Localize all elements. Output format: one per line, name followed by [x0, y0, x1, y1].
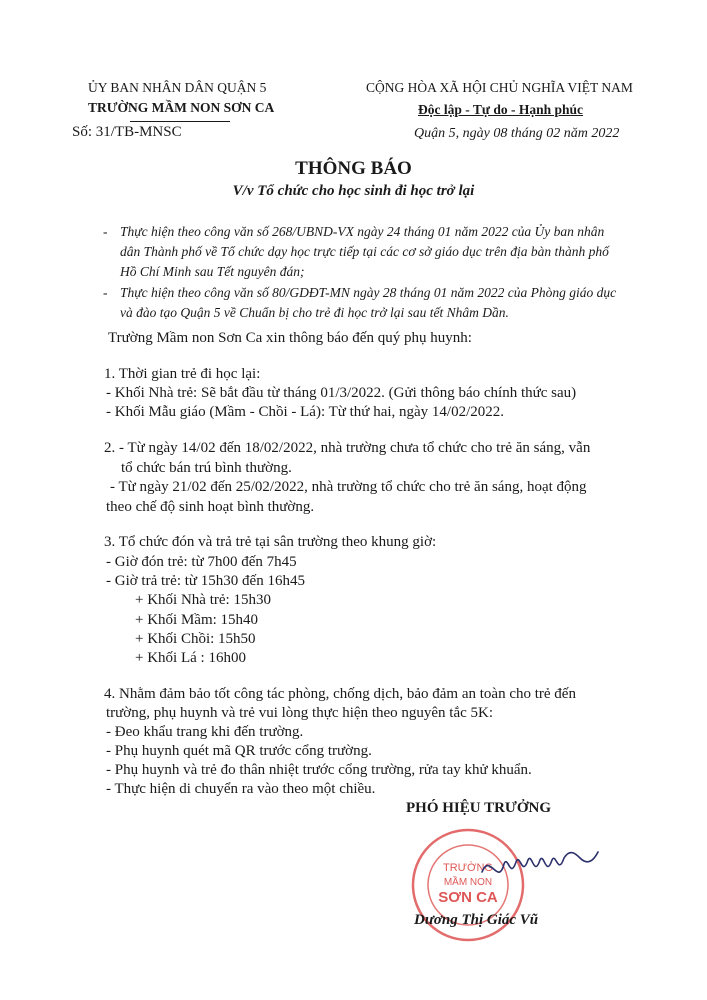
- signer-name: Dương Thị Giác Vũ: [414, 912, 539, 928]
- section-4-heading: trường, phụ huynh và trẻ vui lòng thực hiện theo nguyên tắc 5K:: [106, 705, 494, 721]
- document-title: THÔNG BÁO: [295, 158, 412, 179]
- section-3-item: - Giờ đón trẻ: từ 7h00 đến 7h45: [106, 554, 297, 570]
- handwritten-signature: [480, 842, 600, 892]
- section-1-item: - Khối Mẫu giáo (Mầm - Chồi - Lá): Từ thứ hai, ngày 14/02/2022.: [106, 404, 505, 420]
- national-motto: Độc lập - Tự do - Hạnh phúc: [418, 102, 584, 117]
- header-left-divider: [130, 121, 230, 122]
- document-number: Số: 31/TB-MNSC: [72, 124, 182, 140]
- intro-text: Trường Mầm non Sơn Ca xin thông báo đến quý phụ huynh:: [108, 330, 472, 346]
- section-3-item: - Giờ trả trẻ: từ 15h30 đến 16h45: [106, 573, 305, 589]
- section-2-line: 2. - Từ ngày 14/02 đến 18/02/2022, nhà trường chưa tổ chức cho trẻ ăn sáng, vẫn: [104, 440, 591, 456]
- document-date: Quận 5, ngày 08 tháng 02 năm 2022: [414, 126, 620, 141]
- signer-position: PHÓ HIỆU TRƯỞNG: [406, 800, 552, 816]
- section-3-heading: 3. Tổ chức đón và trả trẻ tại sân trường theo khung giờ:: [104, 534, 437, 550]
- country-name: CỘNG HÒA XÃ HỘI CHỦ NGHĨA VIỆT NAM: [366, 80, 633, 95]
- reference-2-line: Thực hiện theo công văn số 80/GDĐT-MN ngày 28 tháng 01 năm 2022 của Phòng giáo dục: [120, 285, 617, 300]
- reference-1-line: dân Thành phố về Tổ chức dạy học trực tiếp tại các cơ sở giáo dục trên địa bàn thành phố: [120, 244, 609, 259]
- section-3-subitem: + Khối Lá : 16h00: [135, 650, 246, 666]
- section-3-subitem: + Khối Chồi: 15h50: [135, 631, 256, 647]
- section-4-item: - Đeo khẩu trang khi đến trường.: [106, 724, 304, 740]
- section-1-item: - Khối Nhà trẻ: Sẽ bắt đầu từ tháng 01/3/2022. (Gửi thông báo chính thức sau): [106, 385, 577, 401]
- reference-2: [120, 283, 660, 323]
- reference-1-line: Hồ Chí Minh sau Tết nguyên đán;: [120, 264, 305, 279]
- section-3-subitem: + Khối Mầm: 15h40: [135, 612, 259, 628]
- reference-2-dash: -: [103, 285, 108, 300]
- section-4-item: - Phụ huynh và trẻ đo thân nhiệt trước cổng trường, rửa tay khử khuẩn.: [106, 762, 532, 778]
- reference-1-dash: -: [103, 224, 108, 239]
- section-2-line: theo chế độ sinh hoạt bình thường.: [106, 499, 315, 515]
- stamp-text: TRƯỜNG: [443, 862, 493, 874]
- section-4-item: - Phụ huynh quét mã QR trước cổng trường.: [106, 743, 372, 759]
- org-parent: ỦY BAN NHÂN DÂN QUẬN 5: [88, 80, 267, 95]
- school-name: TRƯỜNG MẦM NON SƠN CA: [88, 100, 275, 115]
- section-4-heading: 4. Nhằm đảm bảo tốt công tác phòng, chống dịch, bảo đảm an toàn cho trẻ đến: [104, 686, 576, 702]
- section-4-item: - Thực hiện di chuyển ra vào theo một chiều.: [106, 781, 376, 797]
- section-3-subitem: + Khối Nhà trẻ: 15h30: [135, 592, 271, 608]
- section-2-line: tổ chức bán trú bình thường.: [121, 460, 292, 476]
- section-2-line: - Từ ngày 21/02 đến 25/02/2022, nhà trường tổ chức cho trẻ ăn sáng, hoạt động: [110, 479, 587, 495]
- section-1-heading: 1. Thời gian trẻ đi học lại:: [104, 366, 261, 382]
- stamp-text: MẦM NON: [443, 877, 493, 888]
- stamp-text: SƠN CA: [438, 889, 498, 906]
- reference-1: [120, 222, 660, 282]
- reference-1-line: Thực hiện theo công văn số 268/UBND-VX ngày 24 tháng 01 năm 2022 của Ủy ban nhân: [120, 224, 605, 239]
- reference-2-line: và đào tạo Quận 5 về Chuẩn bị cho trẻ đi học trở lại sau tết Nhâm Dần.: [120, 305, 509, 320]
- document-subject: V/v Tổ chức cho học sinh đi học trở lại: [232, 183, 475, 199]
